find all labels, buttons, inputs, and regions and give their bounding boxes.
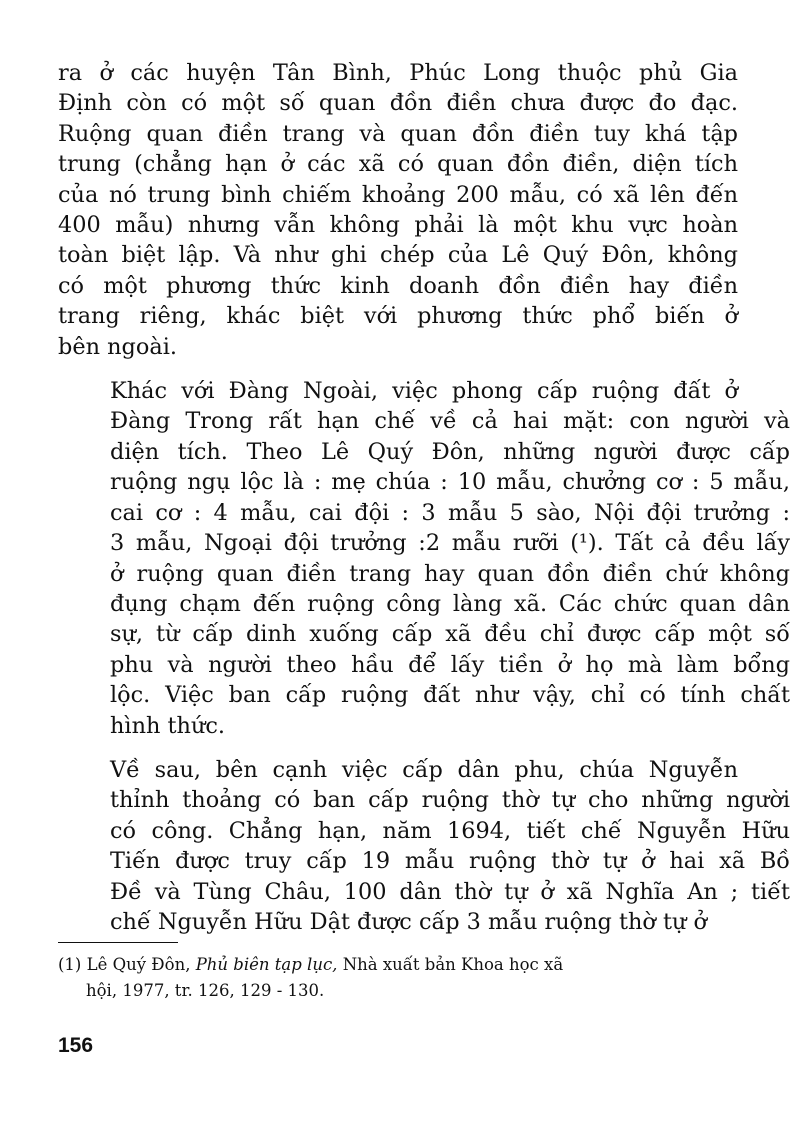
text-line: 400 mẫu) nhưng vẫn không phải là một khu vực hoàn bbox=[58, 212, 738, 239]
text-line: Đàng Trong rất hạn chế về cả hai mặt: con người và bbox=[110, 408, 790, 435]
text-line: Về sau, bên cạnh việc cấp dân phu, chúa Nguyễn bbox=[110, 756, 738, 783]
footnote-author: Lê Quý Đôn, bbox=[86, 955, 191, 974]
text-line: sự, từ cấp dinh xuống cấp xã đều chỉ được cấp một số bbox=[110, 621, 790, 648]
paragraph bbox=[58, 755, 790, 937]
text-line: 3 mẫu, Ngoại đội trưởng :2 mẫu rưỡi (¹). Tất cả đều lấy bbox=[110, 530, 790, 557]
text-line: trung (chẳng hạn ở các xã có quan đồn điền, diện tích bbox=[58, 151, 738, 178]
text-line: ra ở các huyện Tân Bình, Phúc Long thuộc phủ Gia bbox=[58, 60, 738, 86]
text-line: ruộng ngụ lộc là : mẹ chúa : 10 mẫu, chưởng cơ : 5 mẫu, bbox=[110, 469, 790, 496]
text-line: Khác với Đàng Ngoài, việc phong cấp ruộng đất ở bbox=[110, 378, 738, 405]
footnote-marker: (1) bbox=[58, 955, 82, 974]
paragraph bbox=[58, 58, 738, 362]
text-line: diện tích. Theo Lê Quý Đôn, những người được cấp bbox=[110, 438, 790, 465]
text-line: Ruộng quan điền trang và quan đồn điền tuy khá tập bbox=[58, 120, 738, 147]
text-line: bên ngoài. bbox=[58, 333, 177, 360]
text-line: Định còn có một số quan đồn điền chưa được đo đạc. bbox=[58, 90, 738, 117]
text-line: Tiến được truy cấp 19 mẫu ruộng thờ tự ở hai xã Bồ bbox=[110, 848, 790, 875]
text-line: chế Nguyễn Hữu Dật được cấp 3 mẫu ruộng thờ tự ở bbox=[110, 908, 708, 935]
text-line: phu và người theo hầu để lấy tiền ở họ mà làm bổng bbox=[110, 651, 790, 678]
text-line: cai cơ : 4 mẫu, cai đội : 3 mẫu 5 sào, Nội đội trưởng : bbox=[110, 499, 790, 526]
text-line: ở ruộng quan điền trang hay quan đồn điền chứ không bbox=[110, 560, 790, 587]
text-line: đụng chạm đến ruộng công làng xã. Các chức quan dân bbox=[110, 590, 790, 617]
text-line: của nó trung bình chiếm khoảng 200 mẫu, có xã lên đến bbox=[58, 181, 738, 208]
text-line: có một phương thức kinh doanh đồn điền hay điền bbox=[58, 272, 738, 299]
text-line: hình thức. bbox=[110, 712, 226, 739]
text-line: trang riêng, khác biệt với phương thức phổ biến ở bbox=[58, 303, 738, 330]
text-line: Đề và Tùng Châu, 100 dân thờ tự ở xã Nghĩa An ; tiết bbox=[110, 878, 790, 905]
text-line: có công. Chẳng hạn, năm 1694, tiết chế Nguyễn Hữu bbox=[110, 817, 790, 844]
footnote-line-2: hội, 1977, tr. 126, 129 - 130. bbox=[86, 981, 325, 1000]
paragraph bbox=[58, 376, 790, 741]
footnote bbox=[58, 952, 738, 1004]
footnote-divider bbox=[58, 942, 178, 943]
body-text bbox=[58, 58, 790, 937]
footnote-line-1 bbox=[58, 952, 738, 978]
footnote-publisher: Nhà xuất bản Khoa học xã bbox=[342, 955, 564, 974]
text-line: thỉnh thoảng có ban cấp ruộng thờ tự cho những người bbox=[110, 787, 790, 814]
page-number: 156 bbox=[58, 1034, 94, 1057]
footnote-title: Phủ biên tạp lục, bbox=[195, 955, 338, 974]
text-line: toàn biệt lập. Và như ghi chép của Lê Quý Đôn, không bbox=[58, 242, 738, 269]
text-line: lộc. Việc ban cấp ruộng đất như vậy, chỉ có tính chất bbox=[110, 682, 790, 709]
